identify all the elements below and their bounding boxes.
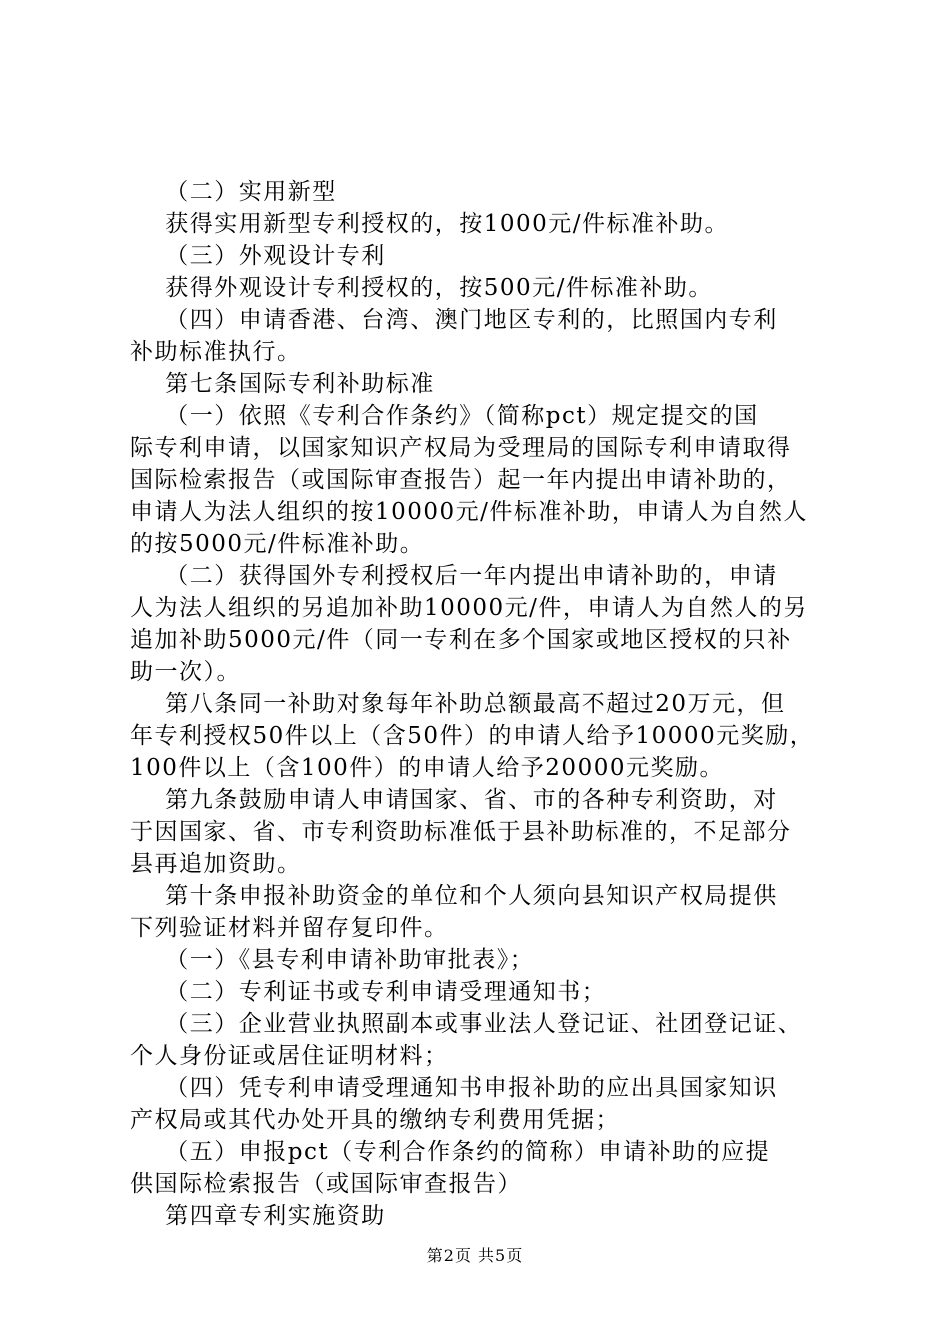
text-line: 的按5000元/件标准补助。 [130, 531, 425, 557]
text-line: （二）获得国外专利授权后一年内提出申请补助的，申请 [130, 563, 778, 589]
text-line: 际专利申请，以国家知识产权局为受理局的国际专利申请取得 [130, 435, 792, 461]
text-line: 县再追加资助。 [130, 851, 302, 877]
text-line: 申请人为法人组织的按10000元/件标准补助，申请人为自然人 [130, 499, 808, 525]
text-line: （二）专利证书或专利申请受理通知书； [130, 979, 607, 1005]
text-line: 第十条申报补助资金的单位和个人须向县知识产权局提供 [130, 883, 778, 909]
text-line: 获得实用新型专利授权的，按1000元/件标准补助。 [130, 211, 730, 237]
chapter-heading: 第四章专利实施资助 [130, 1203, 386, 1229]
section-heading: 第七条国际专利补助标准 [130, 371, 435, 397]
text-line: 100件以上（含100件）的申请人给予20000元奖励。 [130, 755, 724, 781]
text-line: 下列验证材料并留存复印件。 [130, 915, 449, 941]
text-line: 年专利授权50件以上（含50件）的申请人给予10000元奖励， [130, 723, 815, 749]
text-line: 个人身份证或居住证明材料； [130, 1043, 449, 1069]
text-line: 国际检索报告（或国际审查报告）起一年内提出申请补助的， [130, 467, 792, 493]
text-line: 供国际检索报告（或国际审查报告） [130, 1171, 522, 1197]
text-line: 第八条同一补助对象每年补助总额最高不超过20万元，但 [130, 691, 786, 717]
text-line: 于因国家、省、市专利资助标准低于县补助标准的，不足部分 [130, 819, 792, 845]
text-line: （四）申请香港、台湾、澳门地区专利的，比照国内专利 [130, 307, 778, 333]
text-line: （二）实用新型 [130, 179, 337, 205]
text-line: （五）申报pct（专利合作条约的简称）申请补助的应提 [130, 1139, 771, 1165]
text-line: 第九条鼓励申请人申请国家、省、市的各种专利资助，对 [130, 787, 778, 813]
text-line: （四）凭专利申请受理通知书申报补助的应出具国家知识 [130, 1075, 778, 1101]
text-line: 产权局或其代办处开具的缴纳专利费用凭据； [130, 1107, 620, 1133]
text-line: 人为法人组织的另追加补助10000元/件，申请人为自然人的另 [130, 595, 808, 621]
text-line: 补助标准执行。 [130, 339, 302, 365]
text-line: 助一次）。 [130, 659, 241, 685]
text-line: 获得外观设计专利授权的，按500元/件标准补助。 [130, 275, 713, 301]
text-line: （一）依照《专利合作条约》（简称pct）规定提交的国 [130, 403, 759, 429]
text-line: （三）企业营业执照副本或事业法人登记证、社团登记证、 [130, 1011, 803, 1037]
text-line: （三）外观设计专利 [130, 243, 386, 269]
text-line: 追加补助5000元/件（同一专利在多个国家或地区授权的只补 [130, 627, 792, 653]
text-line: （一）《县专利申请补助审批表》； [130, 947, 535, 973]
page-footer [0, 1246, 950, 1266]
page-number-label: 第2页 共5页 [426, 1246, 524, 1265]
